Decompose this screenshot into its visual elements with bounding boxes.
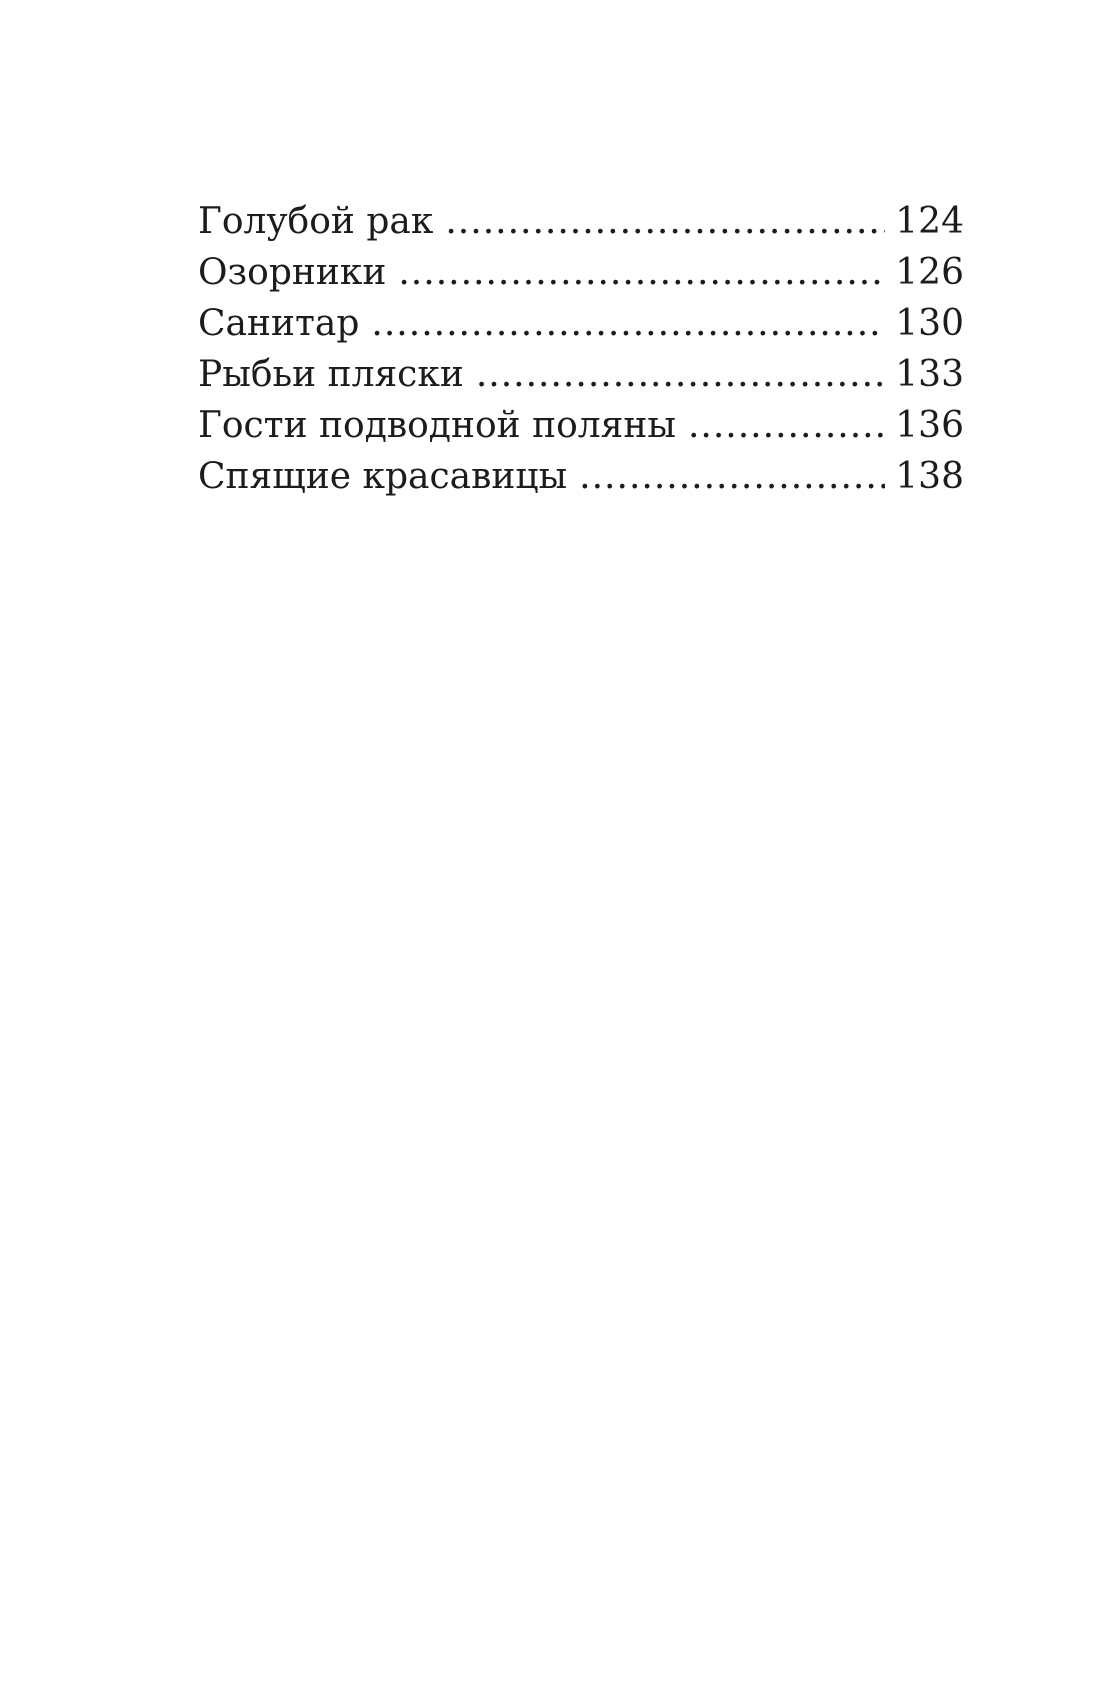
dot-leader xyxy=(371,298,885,349)
dot-leader xyxy=(398,247,885,298)
dot-leader xyxy=(476,349,885,400)
dot-leader xyxy=(445,196,885,247)
toc-entry-page-number: 126 xyxy=(895,252,964,293)
toc-entry-page-number: 133 xyxy=(895,354,964,395)
toc-entry-page-number: 138 xyxy=(895,456,964,497)
toc-entry-title: Гости подводной поляны xyxy=(198,405,676,446)
toc-entry xyxy=(198,451,964,502)
dot-leader xyxy=(688,400,885,451)
table-of-contents xyxy=(198,196,964,502)
toc-entry xyxy=(198,196,964,247)
toc-entry-page-number: 124 xyxy=(895,201,964,242)
toc-entry xyxy=(198,349,964,400)
toc-entry-title: Голубой рак xyxy=(198,201,434,242)
toc-entry-title: Санитар xyxy=(198,303,360,344)
toc-entry-title: Озорники xyxy=(198,252,387,293)
toc-entry xyxy=(198,400,964,451)
dot-leader xyxy=(579,451,885,502)
toc-entry-title: Рыбьи пляски xyxy=(198,354,464,395)
toc-entry-page-number: 130 xyxy=(895,303,964,344)
toc-entry xyxy=(198,298,964,349)
toc-entry-title: Спящие красавицы xyxy=(198,456,568,497)
toc-entry-page-number: 136 xyxy=(895,405,964,446)
toc-entry xyxy=(198,247,964,298)
